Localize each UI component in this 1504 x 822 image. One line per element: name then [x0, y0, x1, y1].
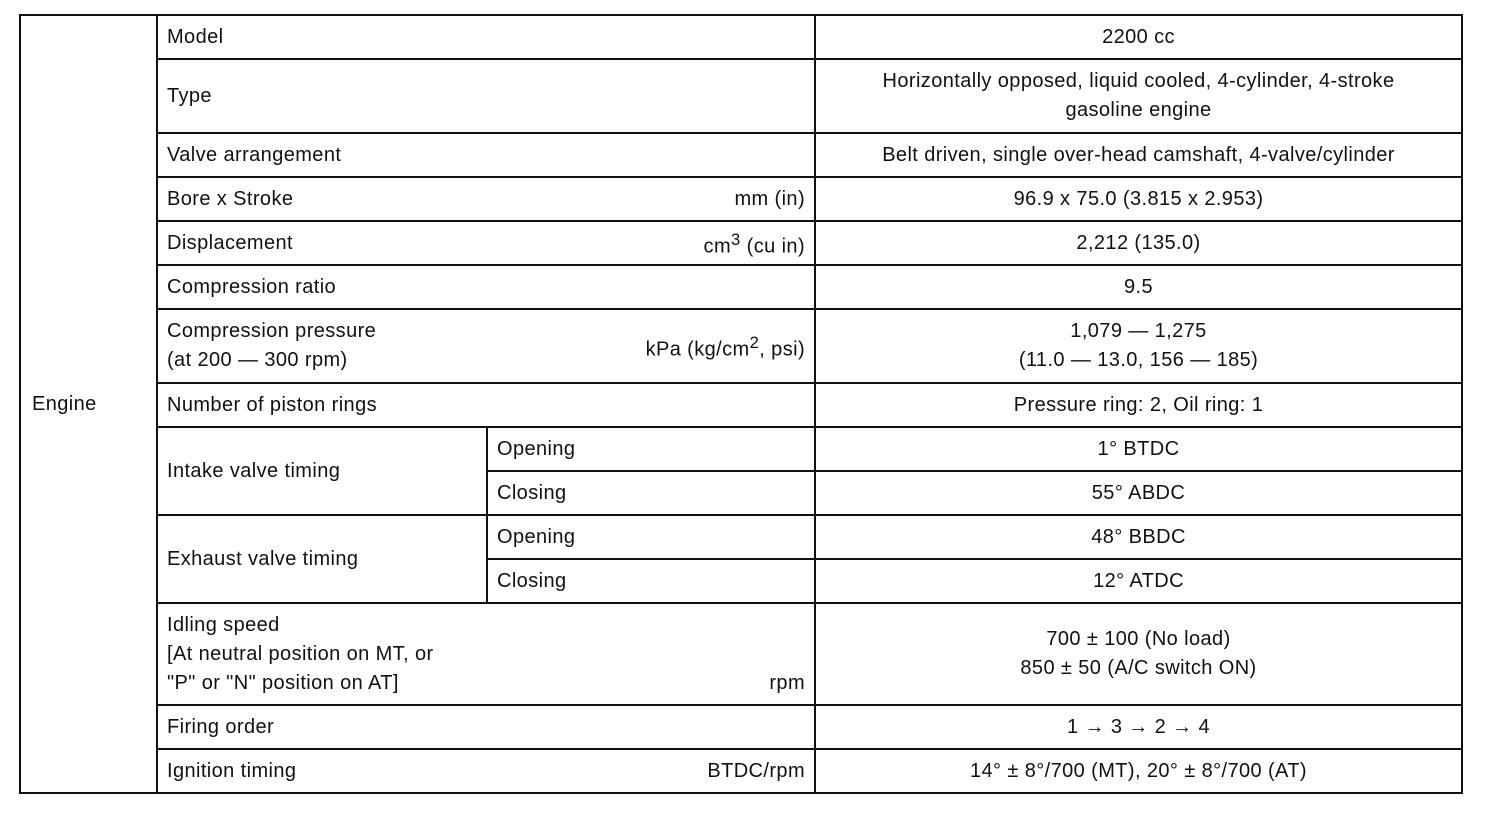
value-type: Horizontally opposed, liquid cooled, 4-cylinder, 4-stroke gasoline engine	[815, 59, 1462, 133]
value-exhaust-opening: 48° BBDC	[815, 515, 1462, 559]
table-row-displacement	[20, 221, 1462, 265]
value-intake-closing: 55° ABDC	[815, 471, 1462, 515]
value-ignition-timing: 14° ± 8°/700 (MT), 20° ± 8°/700 (AT)	[815, 749, 1462, 793]
label-ignition-timing: Ignition timing BTDC/rpm	[157, 749, 815, 793]
label-piston-rings: Number of piston rings	[157, 383, 815, 427]
table-row-intake-opening	[20, 427, 1462, 471]
label-type: Type	[157, 59, 815, 133]
table-row-compression-pressure	[20, 309, 1462, 383]
label-idling-speed: Idling speed [At neutral position on MT, or "P" or "N" position on AT] rpm	[157, 603, 815, 705]
label-exhaust-valve-timing: Exhaust valve timing	[157, 515, 487, 603]
label-displacement: Displacement $cm^3$ (cu in)	[157, 221, 815, 265]
table-row-model	[20, 15, 1462, 59]
value-compression-ratio: 9.5	[815, 265, 1462, 309]
unit-ignition-timing: BTDC/rpm	[707, 759, 806, 782]
table-row-idling-speed	[20, 603, 1462, 705]
label-exhaust-closing: Closing	[487, 559, 815, 603]
table-row-type	[20, 59, 1462, 133]
table-row-valve-arrangement	[20, 133, 1462, 177]
label-exhaust-opening: Opening	[487, 515, 815, 559]
label-intake-opening: Opening	[487, 427, 815, 471]
label-bore-stroke: Bore x Stroke mm (in)	[157, 177, 815, 221]
label-model: Model	[157, 15, 815, 59]
value-piston-rings: Pressure ring: 2, Oil ring: 1	[815, 383, 1462, 427]
value-compression-pressure: 1,079 — 1,275 (11.0 — 13.0, 156 — 185)	[815, 309, 1462, 383]
table-row-exhaust-opening	[20, 515, 1462, 559]
unit-idling-speed: rpm	[769, 671, 806, 694]
value-model: 2200 cc	[815, 15, 1462, 59]
table-row-ignition-timing	[20, 749, 1462, 793]
value-displacement: 2,212 (135.0)	[815, 221, 1462, 265]
table-row-compression-ratio	[20, 265, 1462, 309]
value-exhaust-closing: 12° ATDC	[815, 559, 1462, 603]
unit-bore-stroke: mm (in)	[734, 187, 806, 210]
label-compression-pressure: Compression pressure (at 200 — 300 rpm) kPa ($kg/cm^2$, psi)	[157, 309, 815, 383]
value-bore-stroke: 96.9 x 75.0 (3.815 x 2.953)	[815, 177, 1462, 221]
group-label-engine: Engine	[20, 15, 157, 793]
value-firing-order: 1 → 3 → 2 → 4	[815, 705, 1462, 749]
label-intake-valve-timing: Intake valve timing	[157, 427, 487, 515]
engine-spec-table	[19, 14, 1463, 794]
value-intake-opening: 1° BTDC	[815, 427, 1462, 471]
label-valve-arrangement: Valve arrangement	[157, 133, 815, 177]
table-row-piston-rings	[20, 383, 1462, 427]
label-compression-ratio: Compression ratio	[157, 265, 815, 309]
value-idling-speed: 700 ± 100 (No load) 850 ± 50 (A/C switch ON)	[815, 603, 1462, 705]
table-row-firing-order	[20, 705, 1462, 749]
label-intake-closing: Closing	[487, 471, 815, 515]
unit-displacement: $cm^3$ (cu in)	[703, 229, 806, 258]
table-row-bore-stroke	[20, 177, 1462, 221]
unit-compression-pressure: kPa ($kg/cm^2$, psi)	[645, 332, 806, 361]
value-valve-arrangement: Belt driven, single over-head camshaft, 4-valve/cylinder	[815, 133, 1462, 177]
label-firing-order: Firing order	[157, 705, 815, 749]
